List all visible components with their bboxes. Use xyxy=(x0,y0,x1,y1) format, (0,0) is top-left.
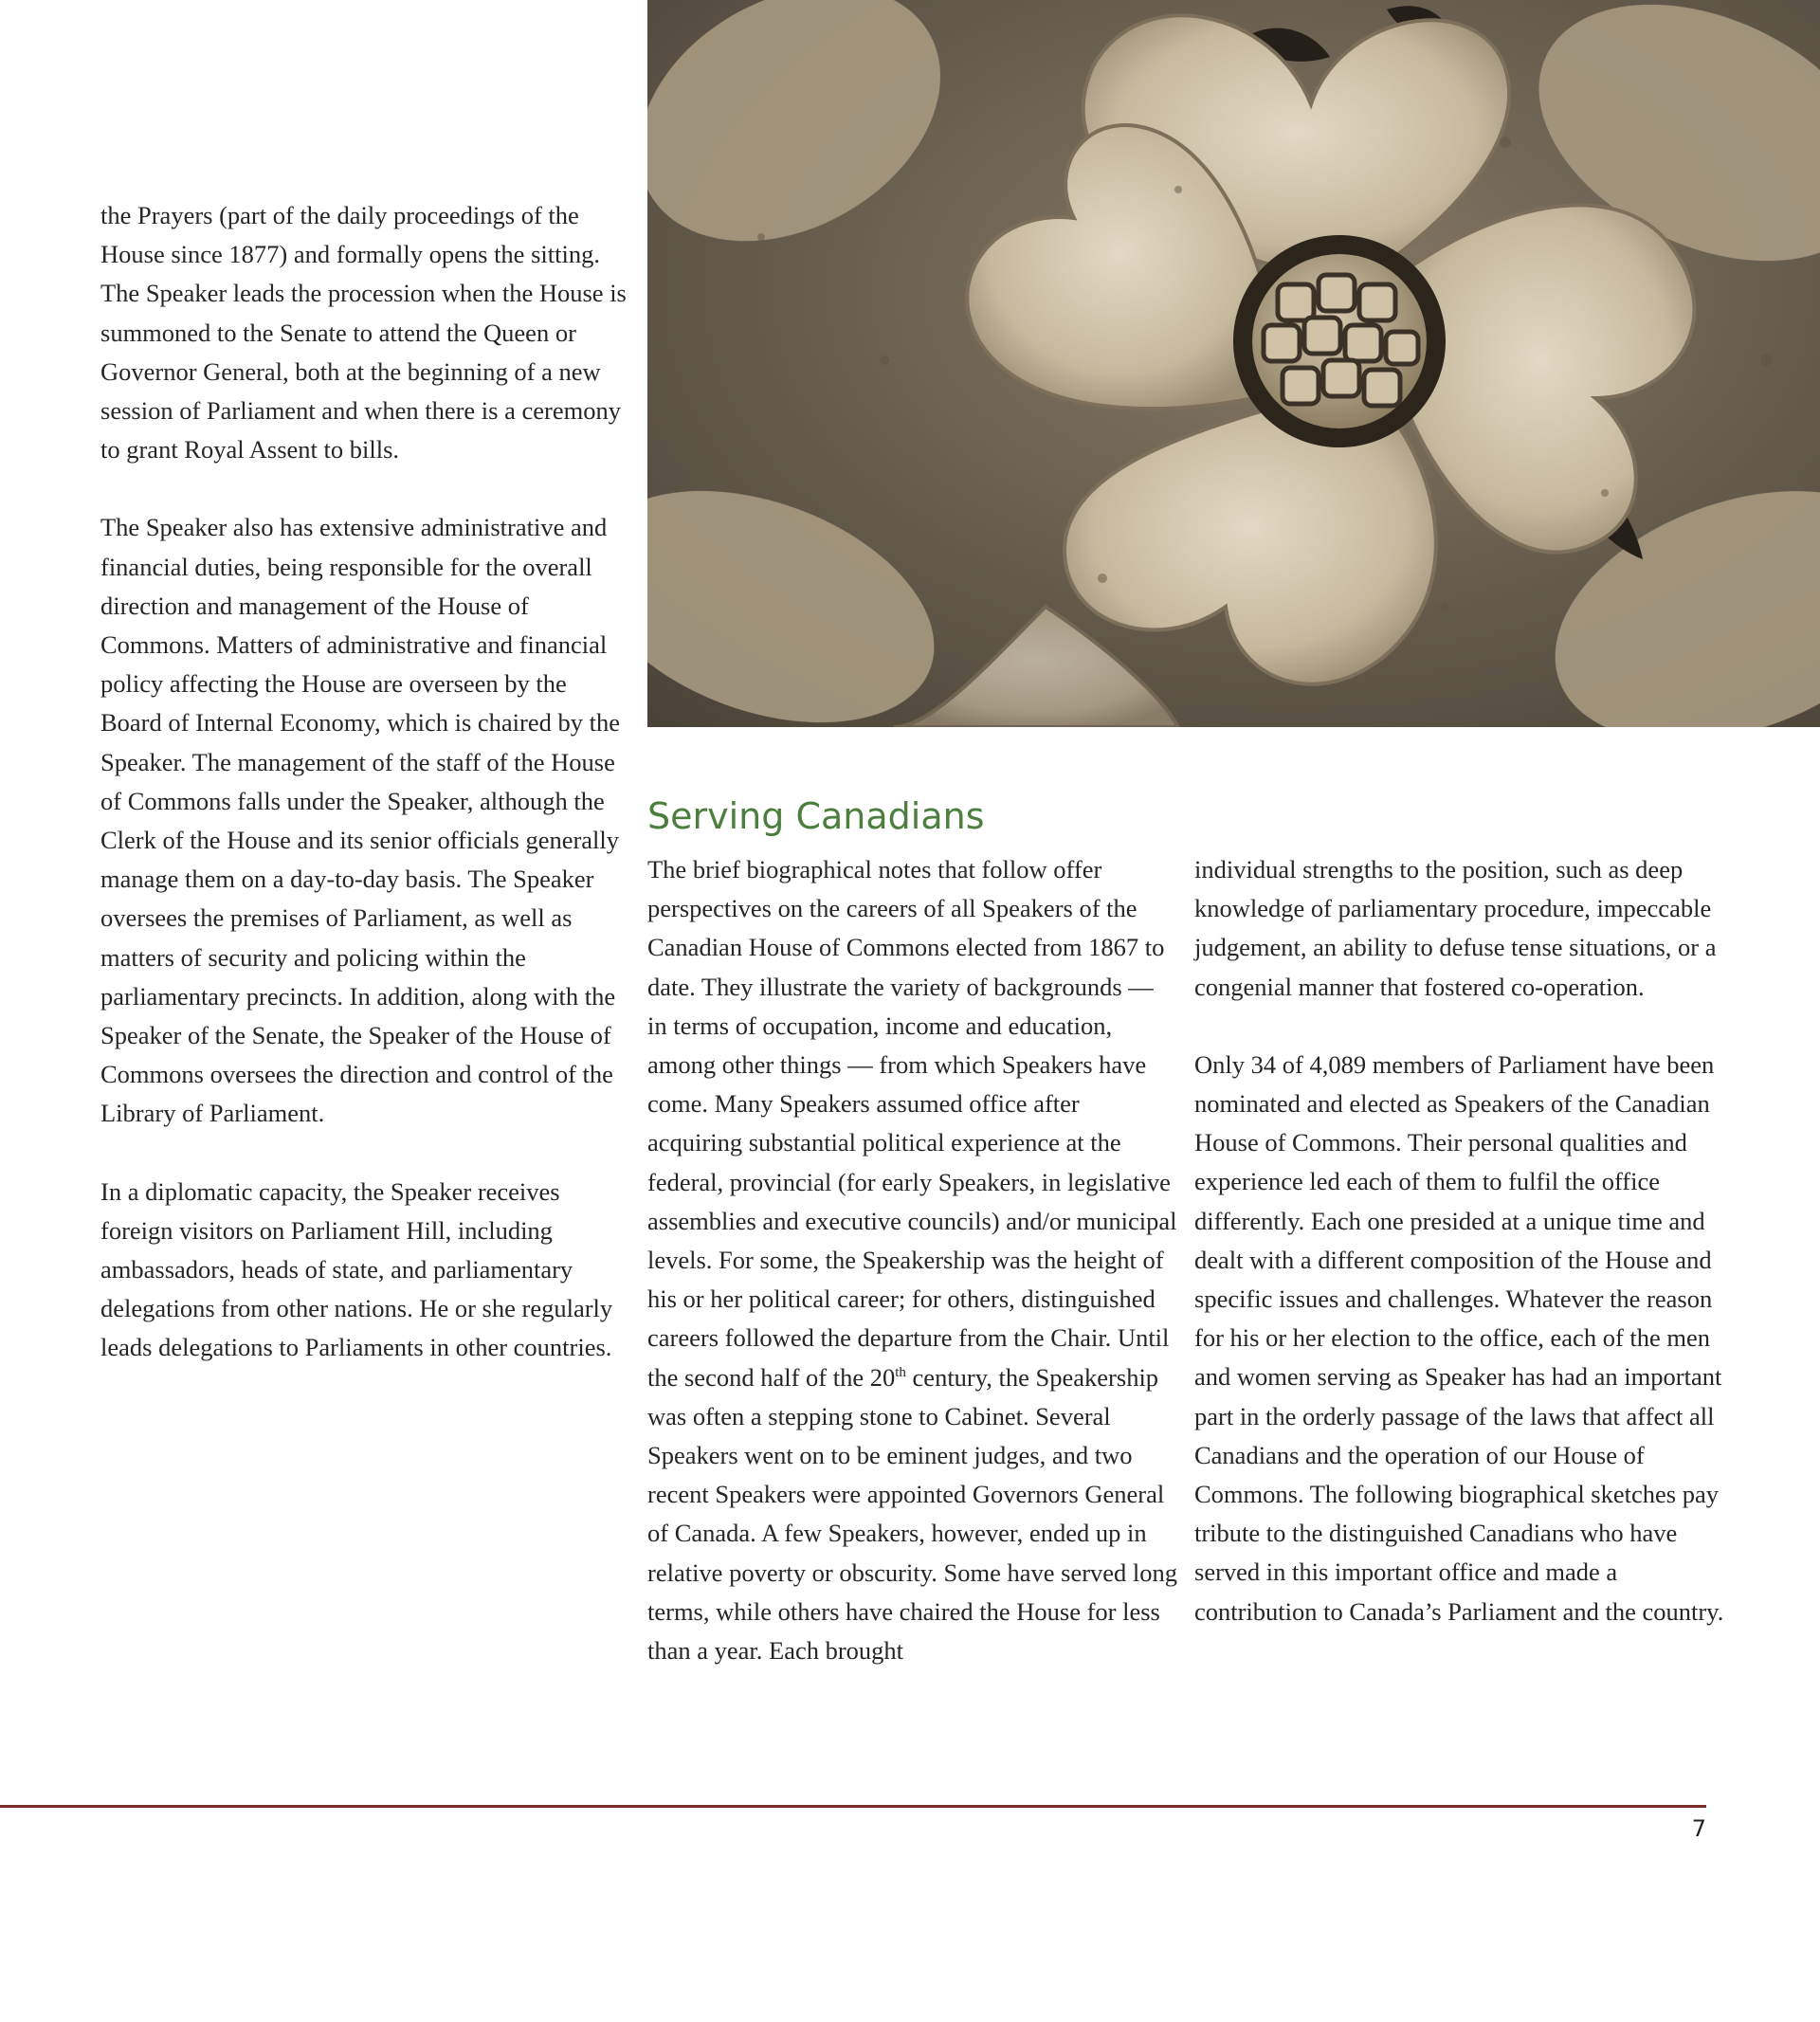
body-text-part-2: century, the Speakership was often a stepping stone to Cabinet. Several Speakers went on to be eminent judges, and two recent Speakers were appointed Governors General of Canada. A few Speakers, however, ended up in relative poverty or obscurity. Some have served long terms, while others have chaired the House for less than a year. Each brought xyxy=(647,1362,1178,1666)
body-paragraph-3: In a diplomatic capacity, the Speaker receives foreign visitors on Parliament Hill, including ambassadors, heads of state, and parliamentary delegations from other nations. He or she regularly leads delegations to Parliaments in other countries. xyxy=(100,1176,613,1362)
body-paragraph-2: The Speaker also has extensive administrative and financial duties, being responsible for the overall direction and management of the House of Commons. Matters of administrative and financial policy affecting the House are overseen by the Board of Internal Economy, which is chaired by the Speaker. The management of the staff of the House of Commons falls under the Speaker, although the Clerk of the House and its senior officials generally manage them on a day-to-day basis. The Speaker oversees the premises of Parliament, as well as matters of security and policing within the parliamentary precincts. In addition, along with the Speaker of the Senate, the Speaker of the House of Commons oversees the direction and control of the Library of Parliament. xyxy=(100,513,620,1128)
body-paragraph-4 xyxy=(647,850,1178,1670)
body-text-part-1: The brief biographical notes that follow offer perspectives on the careers of all Speakers of the Canadian House of Commons elected from 1867 to date. They illustrate the variety of backgrounds — in terms of occupation, income and education, among other things — from which Speakers have come. Many Speakers assumed office after acquiring substantial political experience at the federal, provincial (for early Speakers, in legislative assemblies and executive councils) and/or municipal levels. For some, the Speakership was the height of his or her political career; for others, distinguished careers followed the departure from the Chair. Until the second half of the 20 xyxy=(647,855,1177,1392)
middle-column xyxy=(647,850,1178,1670)
ordinal-superscript: th xyxy=(895,1364,906,1380)
body-paragraph-5: individual strengths to the position, such as deep knowledge of parliamentary procedure, impeccable judgement, an ability to defuse tense situations, or a congenial manner that fostered co-operation. xyxy=(1194,855,1717,1001)
footer-rule xyxy=(0,1805,1706,1808)
right-column xyxy=(1194,850,1725,1631)
page-number: 7 xyxy=(1691,1815,1706,1842)
section-heading: Serving Canadians xyxy=(647,795,985,837)
carved-stone-rose-photo xyxy=(647,0,1820,727)
body-paragraph-1: the Prayers (part of the daily proceedings of the House since 1877) and formally opens the sitting. The Speaker leads the procession when the House is summoned to the Senate to attend the Queen or Governor General, both at the beginning of a new session of Parliament and when there is a ceremony to grant Royal Assent to bills. xyxy=(100,201,627,465)
left-column xyxy=(100,196,631,1368)
stone-rose-illustration xyxy=(647,0,1820,727)
body-paragraph-6: Only 34 of 4,089 members of Parliament have been nominated and elected as Speakers of the Canadian House of Commons. Their personal qualities and experience led each of them to fulfil the office differently. Each one presided at a unique time and dealt with a different composition of the House and specific issues and challenges. Whatever the reason for his or her election to the office, each of the men and women serving as Speaker has had an important part in the orderly passage of the laws that affect all Canadians and the operation of our House of Commons. The following biographical sketches pay tribute to the distinguished Canadians who have served in this important office and made a contribution to Canada’s Parliament and the country. xyxy=(1194,1049,1724,1626)
